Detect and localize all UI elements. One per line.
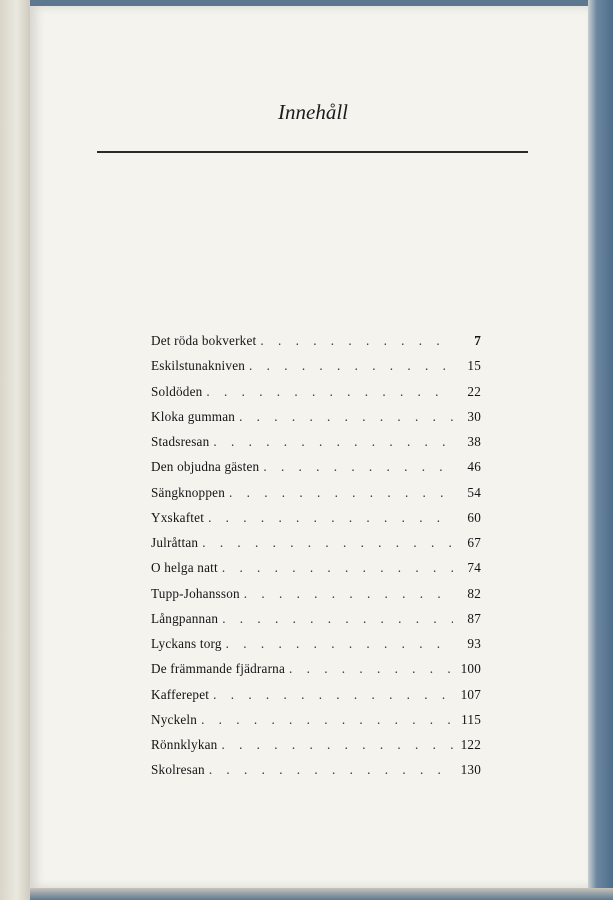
entry-title: Nyckeln bbox=[151, 711, 198, 727]
dot-leader bbox=[222, 611, 453, 627]
toc-entry bbox=[151, 560, 481, 585]
entry-page-number: 38 bbox=[467, 434, 481, 449]
entry-page-number: 30 bbox=[467, 408, 481, 424]
entry-page-number: 15 bbox=[467, 358, 481, 374]
entry-title: De främmande fjädrarna bbox=[151, 661, 286, 677]
entry-title: Kloka gumman bbox=[151, 408, 236, 424]
dot-leader bbox=[260, 333, 453, 349]
entry-page-number: 87 bbox=[467, 610, 481, 626]
toc-entry bbox=[151, 510, 481, 535]
entry-title: Julråttan bbox=[151, 535, 199, 550]
dot-leader bbox=[263, 459, 453, 475]
entry-title: Rönnklykan bbox=[151, 737, 218, 752]
entry-title: Den objudna gästen bbox=[151, 459, 260, 475]
toc-entry bbox=[151, 762, 481, 787]
entry-title: O helga natt bbox=[151, 560, 218, 576]
book-cover-bottom-edge bbox=[30, 888, 613, 900]
entry-title: Långpannan bbox=[151, 610, 219, 626]
toc-entry bbox=[151, 661, 481, 686]
entry-title: Tupp-Johansson bbox=[151, 585, 240, 601]
entry-page-number: 7 bbox=[474, 333, 481, 348]
toc-entry bbox=[151, 333, 481, 358]
dot-leader bbox=[213, 687, 453, 703]
dot-leader bbox=[289, 661, 453, 677]
dot-leader bbox=[221, 737, 453, 753]
entry-page-number: 115 bbox=[461, 711, 481, 727]
entry-title: Det röda bokverket bbox=[151, 333, 257, 348]
toc-entry bbox=[151, 459, 481, 484]
dot-leader bbox=[249, 358, 453, 374]
contents-page bbox=[30, 6, 588, 888]
table-of-contents bbox=[151, 333, 481, 788]
dot-leader bbox=[244, 586, 453, 602]
dot-leader bbox=[229, 485, 453, 501]
dot-leader bbox=[226, 636, 453, 652]
toc-entry bbox=[151, 535, 481, 560]
toc-entry bbox=[151, 712, 481, 737]
dot-leader bbox=[222, 560, 453, 576]
entry-title: Lyckans torg bbox=[151, 636, 222, 651]
entry-title: Sängknoppen bbox=[151, 484, 225, 500]
toc-entry bbox=[151, 737, 481, 762]
entry-title: Stadsresan bbox=[151, 434, 210, 449]
entry-page-number: 60 bbox=[467, 509, 481, 525]
toc-entry bbox=[151, 485, 481, 510]
dot-leader bbox=[213, 434, 453, 450]
dot-leader bbox=[201, 712, 453, 728]
dot-leader bbox=[206, 384, 453, 400]
book-cover-edge bbox=[588, 0, 613, 900]
dot-leader bbox=[209, 762, 453, 778]
toc-entry bbox=[151, 636, 481, 661]
entry-page-number: 54 bbox=[467, 484, 481, 500]
entry-page-number: 100 bbox=[460, 661, 481, 677]
entry-page-number: 107 bbox=[460, 686, 481, 702]
dot-leader bbox=[202, 535, 453, 551]
toc-entry bbox=[151, 687, 481, 712]
toc-entry bbox=[151, 384, 481, 409]
entry-page-number: 22 bbox=[467, 383, 481, 399]
entry-page-number: 93 bbox=[467, 636, 481, 651]
entry-page-number: 46 bbox=[467, 459, 481, 475]
toc-entry bbox=[151, 586, 481, 611]
entry-page-number: 74 bbox=[467, 560, 481, 576]
entry-title: Yxskaftet bbox=[151, 509, 205, 525]
toc-entry bbox=[151, 434, 481, 459]
toc-entry bbox=[151, 611, 481, 636]
page-title: Innehåll bbox=[278, 100, 348, 124]
dot-leader bbox=[208, 510, 453, 526]
entry-title: Soldöden bbox=[151, 383, 203, 399]
facing-page-edge bbox=[0, 0, 30, 900]
entry-page-number: 130 bbox=[460, 762, 481, 778]
dot-leader bbox=[239, 409, 453, 425]
entry-page-number: 122 bbox=[460, 737, 481, 752]
entry-title: Skolresan bbox=[151, 762, 205, 778]
title-rule bbox=[97, 151, 528, 153]
toc-entry bbox=[151, 358, 481, 383]
toc-entry bbox=[151, 409, 481, 434]
entry-page-number: 82 bbox=[467, 585, 481, 601]
entry-page-number: 67 bbox=[467, 535, 481, 550]
entry-title: Eskilstunakniven bbox=[151, 358, 246, 374]
entry-title: Kafferepet bbox=[151, 686, 210, 702]
